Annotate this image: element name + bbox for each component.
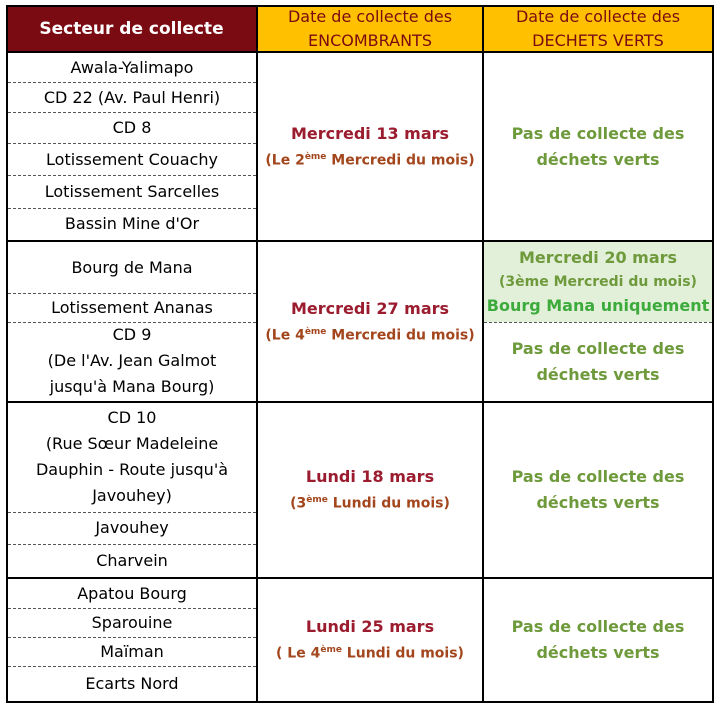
- sector-cell: [8, 638, 256, 666]
- green-cell: [484, 53, 712, 240]
- green-none-line2: déchets verts: [536, 493, 660, 512]
- green-special-note: (3ème Mercredi du mois): [499, 274, 697, 290]
- bulky-date: Lundi 18 mars: [305, 467, 435, 487]
- bulky-cell: [258, 53, 482, 240]
- green-none-line1: Pas de collecte des: [511, 467, 685, 486]
- bulky-cell: [258, 242, 482, 401]
- green-cell: [484, 579, 712, 701]
- bulky-date: Mercredi 27 mars: [290, 298, 450, 318]
- header-bulky-line1: Date de collecte des: [287, 7, 453, 26]
- row-divider: [8, 208, 256, 209]
- sector-name-line: Dauphin - Route jusqu'à: [35, 460, 229, 479]
- sector-cell: [8, 209, 256, 239]
- green-none-line1: Pas de collecte des: [511, 617, 685, 636]
- sector-name: Lotissement Couachy: [46, 149, 218, 169]
- row-divider: [8, 666, 256, 667]
- green-none-line1: Pas de collecte des: [511, 123, 685, 143]
- row-divider: [8, 175, 256, 176]
- sector-name-line: Javouhey): [92, 486, 172, 505]
- sector-name: Ecarts Nord: [85, 674, 179, 693]
- sector-name: Maïman: [100, 642, 164, 661]
- header-sector: [7, 6, 256, 52]
- green-cell: [484, 323, 712, 401]
- column-divider: [256, 5, 258, 703]
- header-green: [484, 6, 712, 52]
- bulky-cell: [258, 579, 482, 701]
- sector-name: Awala-Yalimapo: [70, 57, 194, 77]
- bulky-note: ( Le 4ème Lundi du mois): [276, 645, 464, 662]
- sector-cell: [8, 113, 256, 143]
- green-none-line1: Pas de collecte des: [511, 339, 685, 358]
- sector-name-line: CD 10: [107, 408, 157, 427]
- sector-name: Sparouine: [91, 613, 173, 632]
- sector-name-line: (De l'Av. Jean Galmot: [47, 351, 217, 370]
- sector-name-line: CD 9: [112, 325, 152, 344]
- sector-name: CD 22 (Av. Paul Henri): [43, 87, 221, 107]
- green-none-line2: déchets verts: [536, 643, 660, 662]
- sector-cell: [8, 144, 256, 175]
- sector-cell: [8, 322, 256, 400]
- row-divider: [8, 112, 256, 113]
- table-border-bottom: [6, 701, 714, 703]
- row-divider: [8, 512, 256, 513]
- header-sector-label: Secteur de collecte: [39, 19, 224, 39]
- sector-cell: [8, 667, 256, 701]
- sector-cell: [8, 545, 256, 576]
- group-divider: [6, 577, 714, 579]
- header-green-line1: Date de collecte des: [515, 7, 681, 26]
- table-border-right: [712, 5, 714, 703]
- sector-cell: [8, 294, 256, 322]
- header-green-line2: DECHETS VERTS: [532, 31, 664, 50]
- row-divider: [484, 322, 712, 323]
- sector-cell: [8, 513, 256, 543]
- sector-cell: [8, 242, 256, 293]
- sector-cell: [8, 403, 256, 511]
- green-cell: [484, 403, 712, 577]
- table-border-top: [6, 5, 714, 7]
- group-divider: [6, 240, 714, 242]
- bulky-date: Mercredi 13 mars: [290, 123, 450, 143]
- green-special-date: Mercredi 20 mars: [518, 248, 678, 267]
- bulky-cell: [258, 403, 482, 577]
- bulky-note: (Le 4ème Mercredi du mois): [265, 326, 475, 344]
- header-bulky-line2: ENCOMBRANTS: [308, 31, 432, 50]
- sector-cell: [8, 579, 256, 608]
- sector-cell: [8, 83, 256, 112]
- sector-name: Lotissement Sarcelles: [44, 182, 220, 201]
- green-special-scope: Bourg Mana uniquement: [486, 296, 710, 315]
- row-divider: [8, 322, 256, 323]
- sector-name: Bassin Mine d'Or: [64, 214, 200, 233]
- column-divider: [482, 5, 484, 703]
- sector-name: Javouhey: [95, 518, 169, 537]
- sector-name-line: jusqu'à Mana Bourg): [49, 377, 215, 396]
- sector-name-line: (Rue Sœur Madeleine: [45, 434, 219, 453]
- row-divider: [8, 82, 256, 83]
- sector-cell: [8, 609, 256, 637]
- green-none-line2: déchets verts: [536, 365, 660, 384]
- header-bulky: [258, 6, 482, 52]
- row-divider: [8, 637, 256, 638]
- sector-cell: [8, 176, 256, 208]
- table-border-left: [6, 5, 8, 703]
- row-divider: [8, 143, 256, 144]
- group-divider: [6, 401, 714, 403]
- green-none-line2: déchets verts: [536, 149, 660, 169]
- sector-name: Bourg de Mana: [71, 257, 193, 277]
- green-special-cell: [484, 242, 712, 322]
- sector-cell: [8, 53, 256, 82]
- row-divider: [8, 544, 256, 545]
- sector-name: Lotissement Ananas: [51, 298, 213, 317]
- row-divider: [8, 608, 256, 609]
- sector-name: Charvein: [96, 550, 168, 570]
- group-divider: [6, 51, 714, 53]
- bulky-note: (Le 2ème Mercredi du mois): [265, 151, 475, 169]
- sector-name: CD 8: [112, 118, 152, 137]
- sector-name: Apatou Bourg: [77, 583, 187, 603]
- bulky-date: Lundi 25 mars: [305, 617, 435, 637]
- bulky-note: (3ème Lundi du mois): [290, 495, 450, 512]
- row-divider: [8, 293, 256, 294]
